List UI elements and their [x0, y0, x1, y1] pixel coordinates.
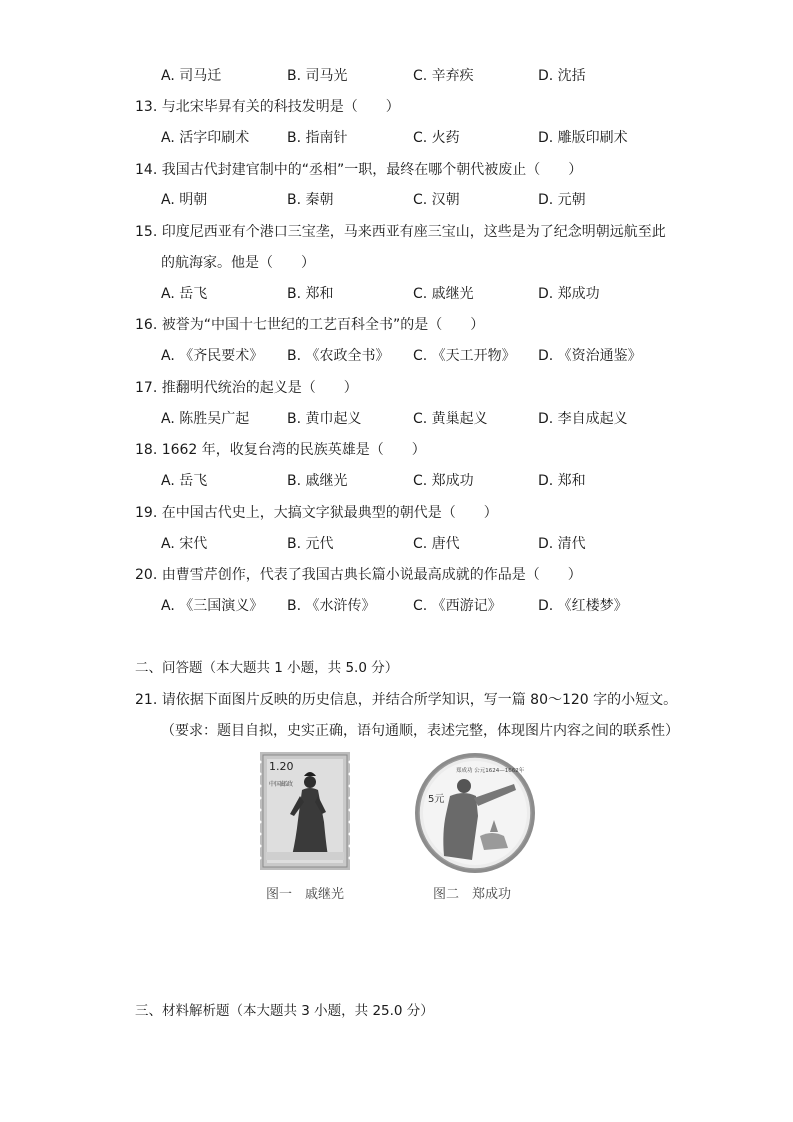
- figure-1-caption: 图一 戚继光: [266, 887, 345, 902]
- question-18-stem: 18. 1662 年，收复台湾的民族英雄是（ ）: [135, 442, 426, 458]
- question-15-stem-cont: 的航海家。他是（ ）: [161, 255, 315, 271]
- q16-option-d: D. 《资治通鉴》: [538, 348, 642, 364]
- question-19-stem: 19. 在中国古代史上，大搞文字狱最典型的朝代是（ ）: [135, 505, 498, 521]
- question-14-stem: 14. 我国古代封建官制中的“丞相”一职，最终在哪个朝代被废止（ ）: [135, 162, 583, 178]
- q15-option-b: B. 郑和: [287, 286, 334, 302]
- q19-option-d: D. 清代: [538, 536, 586, 552]
- coin-value: 5元: [428, 794, 445, 805]
- figure-2-caption: 图二 郑成功: [433, 887, 512, 902]
- q14-option-c: C. 汉朝: [413, 192, 460, 208]
- q16-option-a: A. 《齐民要术》: [161, 348, 264, 364]
- q15-option-c: C. 戚继光: [413, 286, 474, 302]
- q19-option-c: C. 唐代: [413, 536, 460, 552]
- q20-option-a: A. 《三国演义》: [161, 598, 264, 614]
- q18-option-b: B. 戚继光: [287, 473, 348, 489]
- q15-option-d: D. 郑成功: [538, 286, 600, 302]
- q13-option-a: A. 活字印刷术: [161, 130, 250, 146]
- q13-option-b: B. 指南针: [287, 130, 348, 146]
- q17-option-d: D. 李自成起义: [538, 411, 628, 427]
- section-3-heading: 三、材料解析题（本大题共 3 小题，共 25.0 分）: [135, 1003, 434, 1019]
- q17-option-a: A. 陈胜吴广起: [161, 411, 250, 427]
- q18-option-c: C. 郑成功: [413, 473, 474, 489]
- q18-option-d: D. 郑和: [538, 473, 586, 489]
- q14-option-d: D. 元朝: [538, 192, 586, 208]
- q15-option-a: A. 岳飞: [161, 286, 208, 302]
- q16-option-b: B. 《农政全书》: [287, 348, 390, 364]
- stamp-illustration: [260, 752, 350, 870]
- option-d: D. 沈括: [538, 68, 586, 84]
- option-b: B. 司马光: [287, 68, 348, 84]
- coin-image: [414, 752, 536, 874]
- question-13-stem: 13. 与北宋毕昇有关的科技发明是（ ）: [135, 99, 400, 115]
- coin-inscription: 郑成功 公元1624—1662年: [456, 768, 525, 774]
- option-a: A. 司马迁: [161, 68, 222, 84]
- q16-option-c: C. 《天工开物》: [413, 348, 516, 364]
- section-2-heading: 二、问答题（本大题共 1 小题，共 5.0 分）: [135, 660, 399, 676]
- q19-option-b: B. 元代: [287, 536, 334, 552]
- q13-option-d: D. 雕版印刷术: [538, 130, 628, 146]
- question-21-stem: 21. 请依据下面图片反映的历史信息，并结合所学知识，写一篇 80～120 字的小短文。: [135, 692, 678, 708]
- question-20-stem: 20. 由曹雪芹创作，代表了我国古典长篇小说最高成就的作品是（ ）: [135, 567, 582, 583]
- q20-option-c: C. 《西游记》: [413, 598, 502, 614]
- stamp-image: [260, 752, 350, 870]
- stamp-value: 1.20: [269, 760, 294, 773]
- q20-option-d: D. 《红楼梦》: [538, 598, 628, 614]
- q18-option-a: A. 岳飞: [161, 473, 208, 489]
- option-c: C. 辛弃疾: [413, 68, 474, 84]
- q14-option-b: B. 秦朝: [287, 192, 334, 208]
- stamp-country: 中国邮政: [269, 781, 294, 788]
- q17-option-c: C. 黄巢起义: [413, 411, 488, 427]
- q17-option-b: B. 黄巾起义: [287, 411, 362, 427]
- question-17-stem: 17. 推翻明代统治的起义是（ ）: [135, 380, 358, 396]
- question-15-stem: 15. 印度尼西亚有个港口三宝垄，马来西亚有座三宝山，这些是为了纪念明朝远航至此: [135, 224, 666, 240]
- q19-option-a: A. 宋代: [161, 536, 208, 552]
- q20-option-b: B. 《水浒传》: [287, 598, 376, 614]
- coin-illustration: [414, 752, 536, 874]
- question-16-stem: 16. 被誉为“中国十七世纪的工艺百科全书”的是（ ）: [135, 317, 485, 333]
- q14-option-a: A. 明朝: [161, 192, 208, 208]
- question-21-requirement: （要求：题目自拟，史实正确，语句通顺，表述完整，体现图片内容之间的联系性）: [161, 723, 679, 739]
- q13-option-c: C. 火药: [413, 130, 460, 146]
